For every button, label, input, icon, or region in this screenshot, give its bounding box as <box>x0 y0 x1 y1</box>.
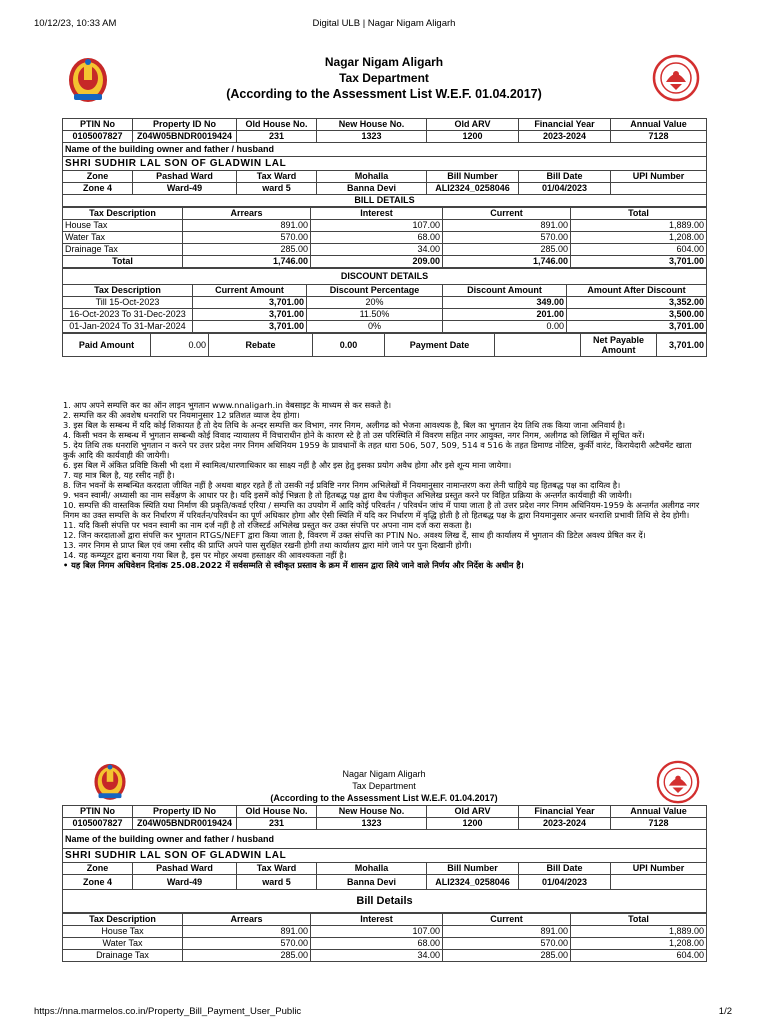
disc-amount: 0.00 <box>443 321 567 333</box>
col-old-house: Old House No. <box>237 119 317 131</box>
bill-tables-1 <box>62 118 706 357</box>
bill-date-value: 01/04/2023 <box>519 183 611 195</box>
tax-interest: 107.00 <box>311 220 443 232</box>
disc-current: 3,701.00 <box>193 297 307 309</box>
dept-name: Tax Department <box>352 781 416 791</box>
col-financial-year: Financial Year <box>519 806 611 818</box>
tax-ward-value: ward 5 <box>237 875 317 890</box>
tax-total: 604.00 <box>571 950 707 962</box>
tax-table <box>62 207 707 268</box>
col-annual-value: Annual Value <box>611 806 707 818</box>
pashad-ward-value: Ward-49 <box>133 875 237 890</box>
total-interest: 209.00 <box>311 256 443 268</box>
bill-details-heading: Bill Details <box>63 890 707 913</box>
tax-interest: 34.00 <box>311 950 443 962</box>
owner-label: Name of the building owner and father / husband <box>63 143 707 157</box>
disc-pct: 0% <box>307 321 443 333</box>
col-tax-description: Tax Description <box>63 914 183 926</box>
col-interest: Interest <box>311 208 443 220</box>
note-item: 10. सम्पत्ति की वास्तविक स्थिति यथा निर्माण की प्रकृति/कवर्ड एरिया / सम्पत्ति का उपयोग में आदि कोई परिवर्तन / परिवर्धन जांच में पाया जाता है तो उत्तर प्रदेश नगर निगम अधिनियम-1959 के अन्तर्गत अलीगढ नगर निगम का उक्त सम्पत्ति के कर निर्धारण में परिवर्तन/परिवर्धन का पूर्ण अधिकार होगा और ऐसी स्थिति में यदि कर निर्धारण में वृद्धि होती है तो हितबद्ध पक्ष के द्वारा नियमानुसार अन्तर धनराशि प्रभावी तिथि से देय होगी। <box>63 500 700 520</box>
upi-number-value <box>611 183 707 195</box>
tax-name: Water Tax <box>63 938 183 950</box>
table-row <box>63 297 707 309</box>
note-item: 14. यह कम्प्यूटर द्वारा बनाया गया बिल है, इस पर मोहर अथवा हस्ताक्षर की आवश्यकता नहीं है। <box>63 550 347 560</box>
tax-arrears: 570.00 <box>183 938 311 950</box>
new-house-value: 1323 <box>317 131 427 143</box>
note-item: 7. यह मात्र बिल है, यह रसीद नहीं है। <box>63 470 175 480</box>
payment-table <box>62 333 707 357</box>
table-row <box>63 244 707 256</box>
table-row <box>63 938 707 950</box>
col-ptin: PTIN No <box>63 806 133 818</box>
tax-current: 570.00 <box>443 232 571 244</box>
note-item: 3. इस बिल के सम्बन्ध में यदि कोई शिकायत है तो देय तिथि के अन्दर सम्पत्ति कर विभाग, नगर निगम, अलीगढ को भेजना आवश्यक है, बिल का भुगतान देय तिथि तक किया जाना अनिवार्य है। <box>63 420 626 430</box>
tax-current: 285.00 <box>443 244 571 256</box>
col-upi-number: UPI Number <box>611 863 707 875</box>
tax-arrears: 891.00 <box>183 220 311 232</box>
property-info-table <box>62 805 707 913</box>
disc-period: Till 15-Oct-2023 <box>63 297 193 309</box>
bill-date-value: 01/04/2023 <box>519 875 611 890</box>
ptin-value: 0105007827 <box>63 818 133 830</box>
dept-name: Tax Department <box>339 71 429 85</box>
col-pashad-ward: Pashad Ward <box>133 863 237 875</box>
net-payable-label: Net Payable Amount <box>581 334 657 357</box>
col-zone: Zone <box>63 171 133 183</box>
col-new-house: New House No. <box>317 806 427 818</box>
col-discount-amount: Discount Amount <box>443 285 567 297</box>
table-row <box>63 926 707 938</box>
tax-name: Drainage Tax <box>63 244 183 256</box>
financial-year-value: 2023-2024 <box>519 131 611 143</box>
total-total: 3,701.00 <box>571 256 707 268</box>
paid-amount-value: 0.00 <box>151 334 209 357</box>
note-item: 11. यदि किसी संपत्ति पर भवन स्वामी का नाम दर्ज नहीं है तो रजिस्टर्ड अभिलेख प्रस्तुत कर उक्त संपत्ति पर अपना नाम दर्ज करा सकता है। <box>63 520 472 530</box>
col-financial-year: Financial Year <box>519 119 611 131</box>
discount-table <box>62 268 707 333</box>
zone-value: Zone 4 <box>63 875 133 890</box>
tax-interest: 68.00 <box>311 232 443 244</box>
print-header <box>0 4 768 29</box>
col-zone: Zone <box>63 863 133 875</box>
owner-label: Name of the building owner and father / husband <box>63 830 707 849</box>
payment-date-label: Payment Date <box>385 334 495 357</box>
owner-name: SHRI SUDHIR LAL SON OF GLADWIN LAL <box>63 849 707 863</box>
print-datetime: 10/12/23, 10:33 AM <box>34 18 117 29</box>
note-item: 1. आप अपने सम्पत्ति कर का ऑन लाइन भुगतान www.nnaligarh.in वेबसाइट के माध्यम से कर सकते है। <box>63 400 392 410</box>
bill-number-value: ALI2324_0258046 <box>427 183 519 195</box>
tax-interest: 68.00 <box>311 938 443 950</box>
note-item: 2. सम्पत्ति कर की अवशेष धनराशि पर नियमानुसार 12 प्रतिशत व्याज देय होगा। <box>63 410 300 420</box>
total-row <box>63 256 707 268</box>
note-item: 13. नगर निगम से प्राप्त बिल एवं जमा रसीद की प्राप्ति अपने पास सुरक्षित रखनी होगी तथा कार्यालय द्वारा मांगे जाने पर पुनः दिखानी होगी। <box>63 540 472 550</box>
col-bill-number: Bill Number <box>427 171 519 183</box>
disc-amount: 201.00 <box>443 309 567 321</box>
tax-current: 285.00 <box>443 950 571 962</box>
col-interest: Interest <box>311 914 443 926</box>
print-title: Digital ULB | Nagar Nigam Aligarh <box>312 18 456 29</box>
col-bill-date: Bill Date <box>519 171 611 183</box>
tax-name: House Tax <box>63 220 183 232</box>
col-current-amount: Current Amount <box>193 285 307 297</box>
tax-arrears: 891.00 <box>183 926 311 938</box>
col-disc-description: Tax Description <box>63 285 193 297</box>
disc-after: 3,500.00 <box>567 309 707 321</box>
col-annual-value: Annual Value <box>611 119 707 131</box>
disc-current: 3,701.00 <box>193 321 307 333</box>
tax-interest: 107.00 <box>311 926 443 938</box>
col-arrears: Arrears <box>183 208 311 220</box>
tax-ward-value: ward 5 <box>237 183 317 195</box>
net-payable-value: 3,701.00 <box>657 334 707 357</box>
discount-heading: DISCOUNT DETAILS <box>63 269 707 285</box>
disc-current: 3,701.00 <box>193 309 307 321</box>
pashad-ward-value: Ward-49 <box>133 183 237 195</box>
col-mohalla: Mohalla <box>317 863 427 875</box>
zone-value: Zone 4 <box>63 183 133 195</box>
col-amount-after-discount: Amount After Discount <box>567 285 707 297</box>
assessment-subtitle: (According to the Assessment List W.E.F. 01.04.2017) <box>270 793 498 803</box>
col-old-house: Old House No. <box>237 806 317 818</box>
col-upi-number: UPI Number <box>611 171 707 183</box>
col-bill-date: Bill Date <box>519 863 611 875</box>
property-id-value: Z04W05BNDR0019424 <box>133 818 237 830</box>
col-tax-ward: Tax Ward <box>237 171 317 183</box>
col-arrears: Arrears <box>183 914 311 926</box>
old-arv-value: 1200 <box>427 818 519 830</box>
disc-pct: 11.50% <box>307 309 443 321</box>
paid-amount-label: Paid Amount <box>63 334 151 357</box>
col-current: Current <box>443 208 571 220</box>
property-id-value: Z04W05BNDR0019424 <box>133 131 237 143</box>
ptin-value: 0105007827 <box>63 131 133 143</box>
note-item: 8. जिन भवनों के सम्बन्धित करदाता जीवित नहीं है अथवा बाहर रहते हैं तो उसकी नई प्रविष्टि नगर निगम अभिलेखों में नियमानुसार नामान्तरण करा लेनी चाहिये यह हितबद्ध पक्ष का दायित्व है। <box>63 480 621 490</box>
col-total: Total <box>571 208 707 220</box>
rebate-label: Rebate <box>209 334 313 357</box>
owner-name: SHRI SUDHIR LAL SON OF GLADWIN LAL <box>63 157 707 171</box>
col-old-arv: Old ARV <box>427 119 519 131</box>
col-tax-ward: Tax Ward <box>237 863 317 875</box>
col-discount-percentage: Discount Percentage <box>307 285 443 297</box>
note-item: 9. भवन स्वामी/ अध्यासी का नाम सर्वेक्षण के आधार पर है। यदि इसमें कोई भिन्नता है तो हितबद्ध पक्ष द्वारा वैध पंजीकृत अभिलेख प्रस्तुत करने पर विहित प्रक्रिया के अन्तर्गत कार्यवाही की जायेगी। <box>63 490 632 500</box>
note-item: 12. जिन करदाताओं द्वारा संपत्ति कर भुगतान RTGS/NEFT द्वारा किया जाता है, विवरण में उक्त संपत्ति का PTIN No. अवश्य लिख दें, साथ ही कार्यालय में भुगतान की डिटेल अवश्य प्रेषित कर दें। <box>63 530 646 540</box>
table-row <box>63 232 707 244</box>
mohalla-value: Banna Devi <box>317 875 427 890</box>
col-mohalla: Mohalla <box>317 171 427 183</box>
upi-number-value <box>611 875 707 890</box>
bill-copy-2 <box>62 768 706 804</box>
tax-name: House Tax <box>63 926 183 938</box>
annual-value-value: 7128 <box>611 131 707 143</box>
disc-amount: 349.00 <box>443 297 567 309</box>
col-property-id: Property ID No <box>133 119 237 131</box>
tax-total: 1,889.00 <box>571 926 707 938</box>
tax-current: 891.00 <box>443 220 571 232</box>
org-name: Nagar Nigam Aligarh <box>342 769 426 779</box>
old-house-value: 231 <box>237 818 317 830</box>
col-bill-number: Bill Number <box>427 863 519 875</box>
col-tax-description: Tax Description <box>63 208 183 220</box>
old-arv-value: 1200 <box>427 131 519 143</box>
disc-period: 16-Oct-2023 To 31-Dec-2023 <box>63 309 193 321</box>
financial-year-value: 2023-2024 <box>519 818 611 830</box>
col-current: Current <box>443 914 571 926</box>
tax-interest: 34.00 <box>311 244 443 256</box>
disc-after: 3,352.00 <box>567 297 707 309</box>
tax-total: 1,208.00 <box>571 938 707 950</box>
tax-current: 570.00 <box>443 938 571 950</box>
col-total: Total <box>571 914 707 926</box>
table-row <box>63 321 707 333</box>
tax-total: 1,889.00 <box>571 220 707 232</box>
col-ptin: PTIN No <box>63 119 133 131</box>
note-item: 4. किसी भवन के सम्बन्ध में भुगतान सम्बन्धी कोई विवाद न्यायालय में विचाराधीन होने के कारण स्टे है तो उस परिस्थिति में विवरण सहित नगर आयुक्त, नगर निगम, अलीगढ को लिखित में सूचित करें। <box>63 430 645 440</box>
tax-arrears: 570.00 <box>183 232 311 244</box>
col-old-arv: Old ARV <box>427 806 519 818</box>
print-footer <box>0 1004 768 1024</box>
tax-arrears: 285.00 <box>183 244 311 256</box>
mohalla-value: Banna Devi <box>317 183 427 195</box>
disc-pct: 20% <box>307 297 443 309</box>
assessment-subtitle: (According to the Assessment List W.E.F. 01.04.2017) <box>226 87 542 101</box>
tax-total: 1,208.00 <box>571 232 707 244</box>
payment-date-value <box>495 334 581 357</box>
total-label: Total <box>63 256 183 268</box>
print-page-number: 1/2 <box>718 1006 732 1017</box>
disc-after: 3,701.00 <box>567 321 707 333</box>
col-new-house: New House No. <box>317 119 427 131</box>
bill-number-value: ALI2324_0258046 <box>427 875 519 890</box>
org-name: Nagar Nigam Aligarh <box>324 55 444 69</box>
disc-period: 01-Jan-2024 To 31-Mar-2024 <box>63 321 193 333</box>
bill-details-heading: BILL DETAILS <box>63 195 707 207</box>
note-item: • यह बिल निगम अधिवेशन दिनांक 25.08.2022 में सर्वसम्मति से स्वीकृत प्रस्ताव के क्रम में शासन द्वारा लिये जाने वाले निर्णय और निर्देश के अधीन है। <box>63 560 524 570</box>
tax-name: Drainage Tax <box>63 950 183 962</box>
property-info-table <box>62 118 707 207</box>
note-item: 5. देय तिथि तक धनराशि भुगतान न करने पर उत्तर प्रदेश नगर निगम अधिनियम 1959 के प्रावधानों के तहत धारा 506, 507, 509, 514 व 516 के तहत डिमाण्ड नोटिस, कुर्की वारंट, किरायेदारी अटैचमेंट खाता कुर्क आदि की कार्यवाही की जायेगी। <box>63 440 692 460</box>
tax-total: 604.00 <box>571 244 707 256</box>
old-house-value: 231 <box>237 131 317 143</box>
tax-name: Water Tax <box>63 232 183 244</box>
tax-current: 891.00 <box>443 926 571 938</box>
note-item: 6. इस बिल में अंकित प्रविष्टि किसी भी दशा में स्वामित्व/धारणाधिकार का साक्ष्य नहीं है और इस हेतु इसका प्रयोग अवैध होगा और इसे शून्य माना जायेगा। <box>63 460 512 470</box>
annual-value-value: 7128 <box>611 818 707 830</box>
terms-notes <box>63 400 703 570</box>
table-row <box>63 220 707 232</box>
bill-copy-1 <box>62 54 706 103</box>
col-property-id: Property ID No <box>133 806 237 818</box>
total-arrears: 1,746.00 <box>183 256 311 268</box>
rebate-value: 0.00 <box>313 334 385 357</box>
tax-table <box>62 913 707 962</box>
total-current: 1,746.00 <box>443 256 571 268</box>
tax-arrears: 285.00 <box>183 950 311 962</box>
print-url: https://nna.marmelos.co.in/Property_Bill_Payment_User_Public <box>34 1006 302 1017</box>
new-house-value: 1323 <box>317 818 427 830</box>
table-row <box>63 950 707 962</box>
col-pashad-ward: Pashad Ward <box>133 171 237 183</box>
bill-tables-2 <box>62 805 706 962</box>
table-row <box>63 309 707 321</box>
